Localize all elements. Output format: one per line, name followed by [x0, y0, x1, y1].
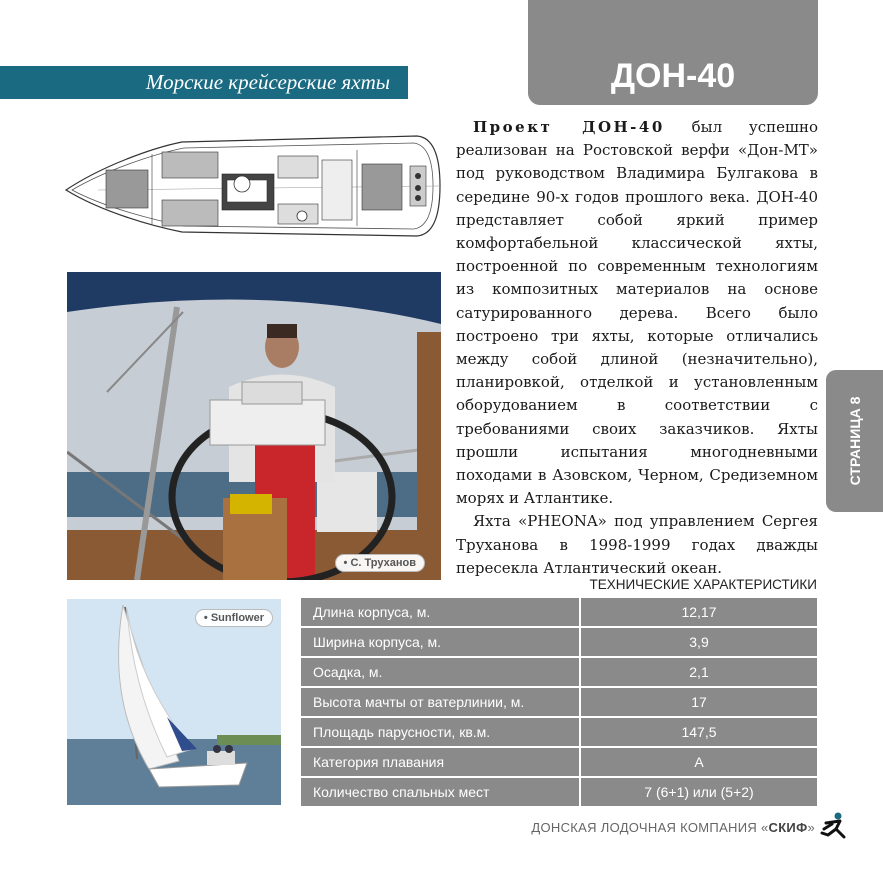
spec-label: Категория плавания	[301, 748, 579, 776]
article-lead: Проект ДОН-40	[473, 118, 665, 136]
skif-logo-icon	[818, 811, 848, 843]
title-box	[528, 0, 818, 105]
sailing-photo-image	[67, 599, 281, 805]
spec-value: A	[581, 748, 817, 776]
spec-value: 3,9	[581, 628, 817, 656]
spec-label: Длина корпуса, м.	[301, 598, 579, 626]
footer-company	[531, 820, 815, 835]
spec-label: Количество спальных мест	[301, 778, 579, 806]
spec-row	[301, 718, 817, 746]
footer-company-close: »	[807, 820, 815, 835]
article-body	[456, 116, 818, 580]
page-tab-label: СТРАНИЦА 8	[846, 396, 863, 486]
spec-value: 147,5	[581, 718, 817, 746]
page-title: ДОН-40	[610, 57, 736, 95]
article-paragraph-1-text: был успешно реализован на Ростовской верфи «Дон-МТ» под руководством Владимира Булгакова в середине 90-х годов прошлого века. ДОН-40 представляет собой яркий пример комфортабельной классической яхты, построенной по современным технологиям из композитных материалов на основе сатурированного дерева. Всего было построено три яхты, которые отличались между собой длиной (незначительно), планировкой, отделкой и установленным оборудованием в соответствии с требованиями своих заказчиков. Яхты прошли испытания многодневными походами в Азовском, Черном, Средиземном морях и Атлантике.	[456, 118, 818, 508]
spec-value: 12,17	[581, 598, 817, 626]
helm-photo-image	[67, 272, 441, 580]
section-title: Морские крейсерские яхты	[145, 70, 390, 94]
yacht-layout-plan	[62, 126, 442, 244]
sailing-photo	[67, 599, 281, 805]
spec-value: 7 (6+1) или (5+2)	[581, 778, 817, 806]
spec-row	[301, 628, 817, 656]
specs-table	[301, 598, 817, 808]
spec-label: Осадка, м.	[301, 658, 579, 686]
spec-value: 2,1	[581, 658, 817, 686]
article-paragraph-1	[456, 116, 818, 510]
spec-label: Площадь парусности, кв.м.	[301, 718, 579, 746]
section-banner	[0, 66, 408, 99]
helm-photo	[67, 272, 441, 580]
spec-row	[301, 748, 817, 776]
small-photo-caption-text: Sunflower	[210, 612, 264, 624]
spec-value: 17	[581, 688, 817, 716]
article-paragraph-2: Яхта «PHEONA» под управлением Сергея Труханова в 1998-1999 годах дважды пересекла Атлантический океан.	[456, 512, 818, 577]
page-tab[interactable]	[826, 370, 883, 512]
footer-brand: СКИФ	[768, 820, 808, 835]
footer-company-name: ДОНСКАЯ ЛОДОЧНАЯ КОМПАНИЯ «	[531, 820, 769, 835]
spec-row	[301, 778, 817, 806]
small-photo-caption: • Sunflower	[195, 609, 273, 627]
spec-row	[301, 598, 817, 626]
spec-row	[301, 658, 817, 686]
main-photo-caption: • С. Труханов	[335, 554, 425, 572]
main-photo-caption-text: С. Труханов	[350, 557, 416, 569]
spec-label: Высота мачты от ватерлинии, м.	[301, 688, 579, 716]
spec-row	[301, 688, 817, 716]
specs-heading: ТЕХНИЧЕСКИЕ ХАРАКТЕРИСТИКИ	[589, 577, 817, 592]
spec-label: Ширина корпуса, м.	[301, 628, 579, 656]
